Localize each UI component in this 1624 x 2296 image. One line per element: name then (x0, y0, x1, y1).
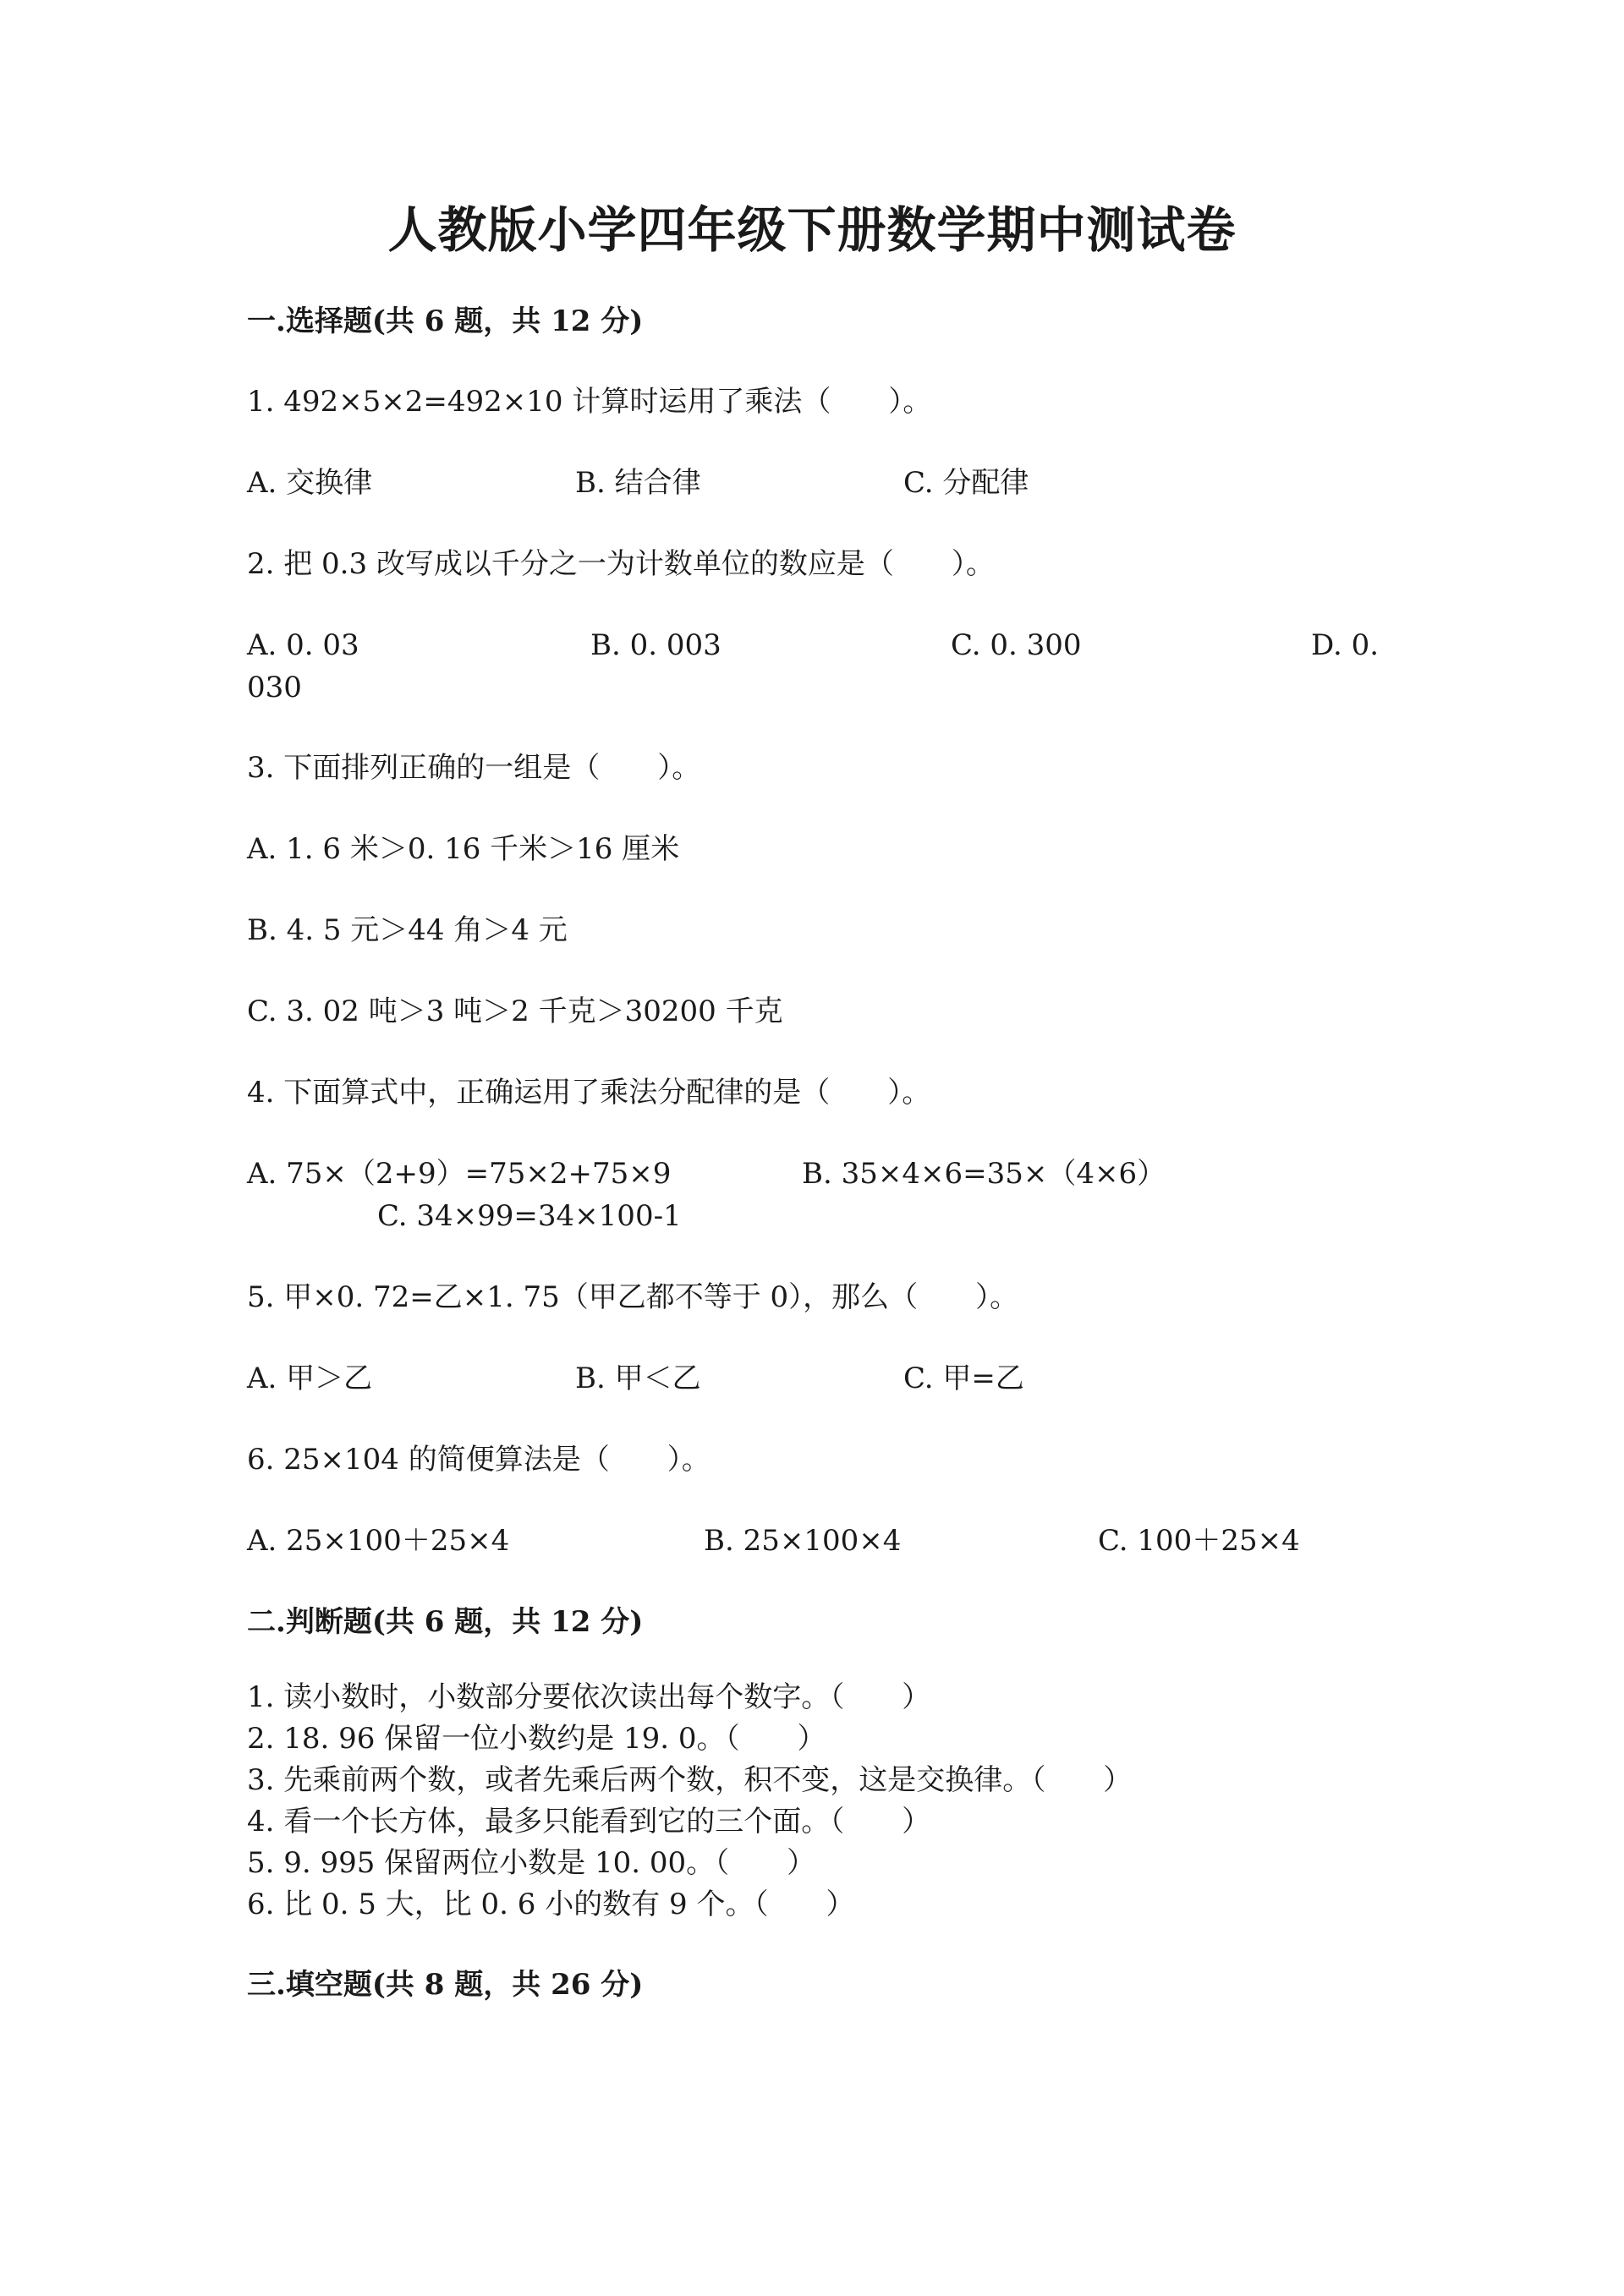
option-b: B. 4. 5 元＞44 角＞4 元 (247, 913, 568, 947)
option-c: C. 甲=乙 (903, 1362, 1024, 1395)
option-a: A. 25×100＋25×4 (247, 1524, 510, 1558)
question-stem: 4. 下面算式中，正确运用了乘法分配律的是（ ）。 (247, 1076, 931, 1110)
option-a: A. 甲＞乙 (247, 1362, 373, 1395)
judgment-item: 5. 9. 995 保留两位小数是 10. 00。（ ） (247, 1846, 816, 1880)
question-stem: 3. 下面排列正确的一组是（ ）。 (247, 751, 701, 785)
option-b: B. 0. 003 (590, 628, 721, 662)
section-heading-fill-in: 三.填空题(共 8 题，共 26 分) (247, 1968, 644, 2002)
judgment-item: 2. 18. 96 保留一位小数约是 19. 0。（ ） (247, 1722, 826, 1756)
question-stem: 2. 把 0.3 改写成以千分之一为计数单位的数应是（ ）。 (247, 547, 995, 581)
question-stem: 1. 492×5×2=492×10 计算时运用了乘法（ ）。 (247, 385, 932, 419)
option-a: A. 1. 6 米＞0. 16 千米＞16 厘米 (247, 832, 680, 866)
option-c: C. 3. 02 吨＞3 吨＞2 千克＞30200 千克 (247, 995, 783, 1028)
question-stem: 6. 25×104 的简便算法是（ ）。 (247, 1443, 710, 1477)
judgment-item: 1. 读小数时，小数部分要依次读出每个数字。（ ） (247, 1680, 931, 1714)
option-b: B. 结合律 (575, 466, 701, 500)
option-d: D. 0. (1311, 628, 1380, 662)
option-c: C. 34×99=34×100-1 (377, 1199, 682, 1233)
question-stem: 5. 甲×0. 72=乙×1. 75（甲乙都不等于 0），那么（ ）。 (247, 1280, 1019, 1314)
section-heading-choice: 一.选择题(共 6 题，共 12 分) (247, 304, 644, 338)
judgment-item: 3. 先乘前两个数，或者先乘后两个数，积不变，这是交换律。（ ） (247, 1763, 1133, 1797)
option-c: C. 分配律 (903, 466, 1029, 500)
judgment-item: 4. 看一个长方体，最多只能看到它的三个面。（ ） (247, 1805, 931, 1838)
option-d-continued: 030 (247, 671, 302, 704)
option-a: A. 0. 03 (247, 628, 359, 662)
option-c: C. 100＋25×4 (1098, 1524, 1300, 1558)
option-a: A. 交换律 (247, 466, 373, 500)
option-a: A. 75×（2+9）=75×2+75×9 (247, 1157, 672, 1191)
option-b: B. 35×4×6=35×（4×6） (802, 1157, 1166, 1191)
option-b: B. 甲＜乙 (575, 1362, 701, 1395)
section-heading-judgment: 二.判断题(共 6 题，共 12 分) (247, 1605, 644, 1639)
option-c: C. 0. 300 (951, 628, 1082, 662)
option-b: B. 25×100×4 (704, 1524, 902, 1558)
page-title: 人教版小学四年级下册数学期中测试卷 (387, 201, 1237, 259)
judgment-item: 6. 比 0. 5 大，比 0. 6 小的数有 9 个。（ ） (247, 1888, 855, 1921)
